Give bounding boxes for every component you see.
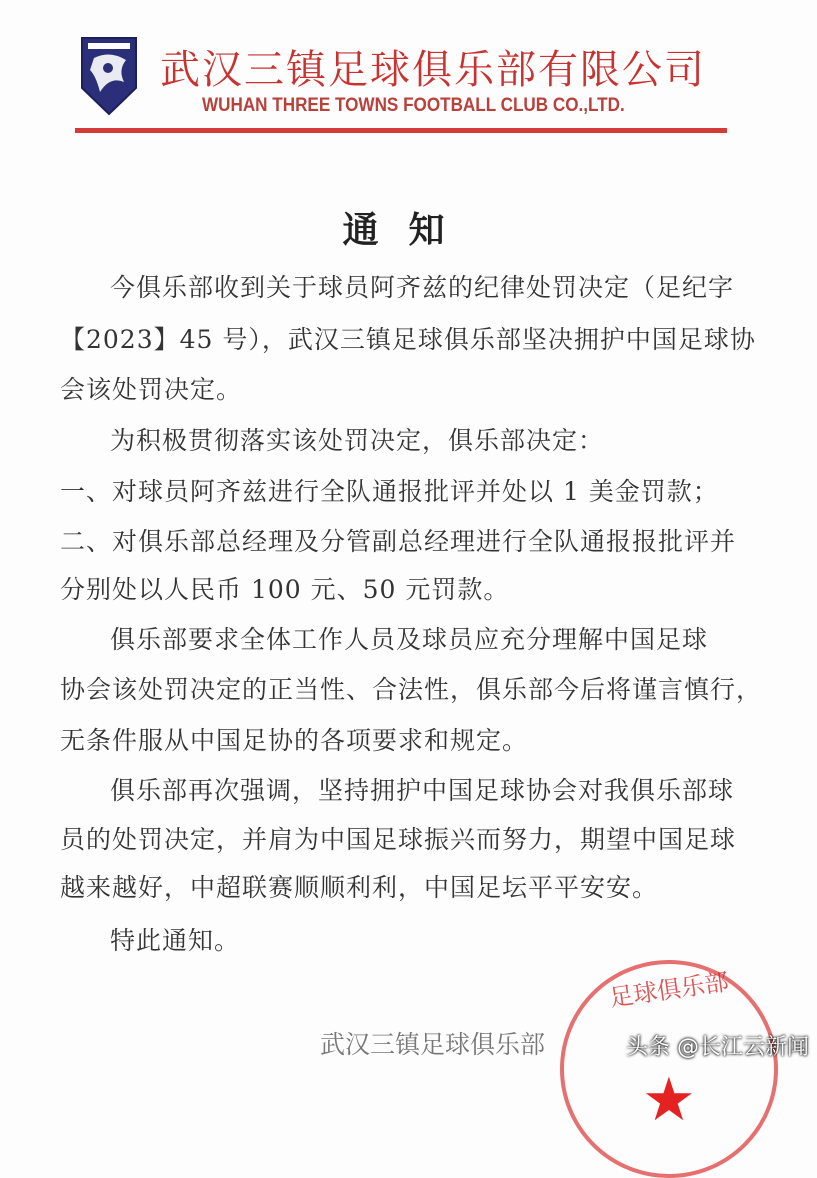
company-name-cn: 武汉三镇足球俱乐部有限公司 bbox=[160, 47, 706, 93]
body-line: 二、对俱乐部总经理及分管副总经理进行全队通报报批评并 bbox=[60, 527, 737, 556]
body-line: 无条件服从中国足协的各项要求和规定。 bbox=[60, 726, 529, 755]
body-line: 特此通知。 bbox=[110, 926, 241, 955]
body-line: 今俱乐部收到关于球员阿齐兹的纪律处罚决定（足纪字 bbox=[110, 273, 735, 302]
star-icon: ★ bbox=[642, 1065, 696, 1135]
header-divider bbox=[75, 128, 727, 133]
body-line: 员的处罚决定，并肩为中国足球振兴而努力，期望中国足球 bbox=[60, 825, 737, 854]
notice-title: 通知 bbox=[342, 209, 475, 251]
body-line: 越来越好，中超联赛顺顺利利，中国足坛平平安安。 bbox=[60, 873, 659, 902]
signature: 武汉三镇足球俱乐部 bbox=[320, 1030, 546, 1059]
body-line: 协会该处罚决定的正当性、合法性，俱乐部今后将谨言慎行， bbox=[60, 675, 763, 704]
club-logo bbox=[80, 36, 138, 116]
body-line: 为积极贯彻落实该处罚决定，俱乐部决定： bbox=[110, 426, 605, 455]
stamp-text: 足球俱乐部 bbox=[607, 967, 731, 1013]
watermark: 头条 @长江云新闻 bbox=[626, 1035, 809, 1060]
body-line: 俱乐部再次强调，坚持拥护中国足球协会对我俱乐部球 bbox=[110, 776, 735, 805]
company-name-en: WUHAN THREE TOWNS FOOTBALL CLUB CO.,LTD. bbox=[202, 95, 625, 116]
official-stamp bbox=[560, 960, 778, 1178]
body-line: 会该处罚决定。 bbox=[60, 375, 243, 404]
body-line: 【2023】45 号），武汉三镇足球俱乐部坚决拥护中国足球协 bbox=[60, 325, 756, 354]
body-line: 俱乐部要求全体工作人员及球员应充分理解中国足球 bbox=[110, 625, 709, 654]
body-line: 分别处以人民币 100 元、50 元罚款。 bbox=[60, 575, 510, 604]
body-line: 一、对球员阿齐兹进行全队通报批评并处以 1 美金罚款； bbox=[60, 477, 719, 506]
